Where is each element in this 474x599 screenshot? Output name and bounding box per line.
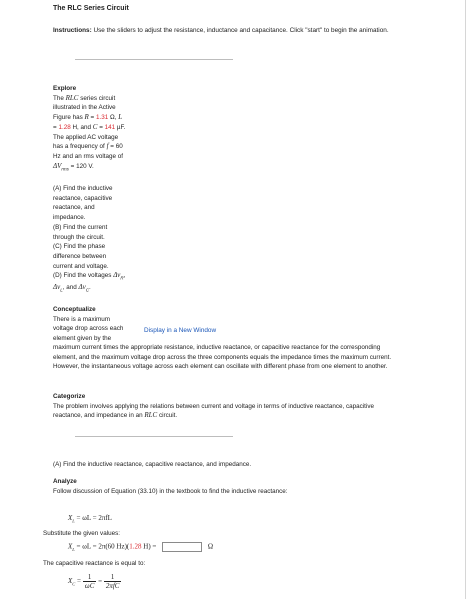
explore-line5: The applied AC voltage (53, 133, 119, 141)
explore-heading: Explore (53, 85, 77, 92)
divider (75, 59, 233, 60)
analyze-heading: Analyze (53, 478, 77, 485)
conceptualize-heading: Conceptualize (53, 306, 96, 313)
conceptualize-section: Conceptualize There is a maximum voltage drop across each element given by the (53, 305, 163, 344)
categorize-heading: Categorize (53, 393, 86, 400)
analyze-text: Follow discussion of Equation (33.10) in the textbook to find the inductive reactance: (53, 487, 288, 495)
explore-line7: Hz and an rms voltage of (53, 152, 124, 160)
categorize-section: Categorize The problem involves applying the relations between current and voltage in terms of inductive reactance, capacitive reactance, and impedance in an RLC circuit. (53, 392, 398, 421)
explore-line6: has a frequency of f = 60 (53, 142, 123, 151)
capacitive-reactance-formula: $X_C$ = $\frac{1}{\omega C}$ = $\frac{1}{\text{2πfC}}$ (68, 573, 120, 590)
questions-list: (A) Find the inductive reactance, capacitive reactance, and impedance. (B) Find the current through the circuit. (C) Find the phase difference between current and voltage. (D) Find the voltages $\Delta v_R$, $\Delta v_L$, and $\Delta v_C$. (53, 185, 126, 293)
explore-line3: Figure has R = 1.31 Ω, L (53, 113, 123, 122)
answer-unit: Ω (207, 542, 214, 551)
analyze-section (53, 477, 398, 496)
inductive-reactance-formula: $X_L = \omega L = 2\pi fL$ (68, 514, 112, 524)
instructions-text: Use the sliders to adjust the resistance, inductance and capacitance. Click "start" to begin the animation. (93, 27, 389, 34)
page-title: The RLC Series Circuit (53, 5, 129, 12)
part-a-question: (A) Find the inductive reactance, capacitive reactance, and impedance. (53, 461, 252, 468)
capacitive-label: The capacitive reactance is equal to: (43, 560, 146, 567)
display-new-window-link[interactable]: Display in a New Window (144, 327, 217, 334)
inductive-reactance-input[interactable] (162, 542, 202, 552)
instructions (53, 26, 413, 36)
c-value: 141 (104, 123, 116, 131)
explore-line8: $\Delta V_{rms} = 120$ V. (53, 161, 94, 171)
explore-section (53, 84, 163, 174)
substitution-formula: $X_L = \omega L = 2\pi(60$ Hz)(1.28 H) = Ω (68, 542, 214, 552)
explore-line2: illustrated in the Active (53, 104, 116, 112)
divider (75, 436, 233, 437)
conceptualize-body: maximum current times the appropriate resistance, inductive reactance, or capacitive reactance for the corresponding element, and the maximum voltage drop across the three components equals the impedance times the maximum current. However, the instantaneous voltage across each element can oscillate with different phase from one element to another. (53, 344, 392, 371)
l-value: 1.28 (58, 123, 71, 131)
r-value: 1.31 (95, 114, 109, 122)
explore-line1: The RLC series circuit (53, 93, 116, 102)
sub-l-value: 1.28 (129, 542, 142, 551)
substitute-label: Substitute the given values: (43, 530, 121, 537)
instructions-label: Instructions: (53, 27, 92, 34)
explore-line4: = 1.28 H, and C = 141 µF. (53, 122, 126, 131)
